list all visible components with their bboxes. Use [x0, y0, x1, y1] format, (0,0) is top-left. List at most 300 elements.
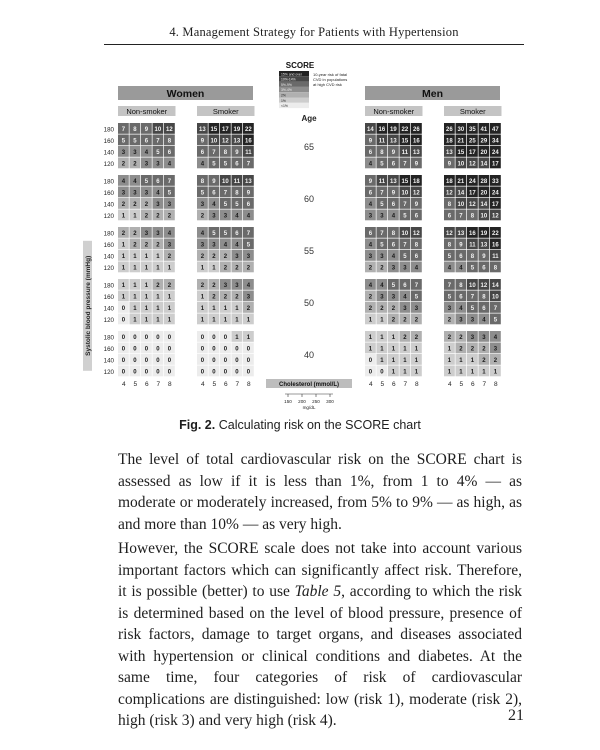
- running-head: 4. Management Strategy for Patients with Hypertension: [169, 25, 459, 39]
- risk-value: 2: [246, 306, 251, 313]
- risk-value: 2: [235, 265, 239, 272]
- risk-value: 10: [154, 127, 162, 134]
- subgroup-header: Non-smoker: [126, 107, 168, 116]
- cholesterol-tick: 5: [380, 381, 385, 388]
- risk-value: 3: [223, 283, 228, 290]
- risk-value: 2: [368, 265, 373, 272]
- mgdl-tick: 200: [298, 399, 306, 404]
- risk-value: 9: [414, 202, 419, 209]
- risk-value: 1: [223, 306, 228, 313]
- risk-value: 15: [401, 179, 409, 186]
- risk-value: 1: [235, 317, 239, 324]
- risk-value: 0: [368, 358, 373, 365]
- risk-value: 4: [368, 242, 373, 249]
- risk-value: 12: [413, 190, 420, 197]
- risk-value: 2: [156, 213, 160, 220]
- risk-value: 0: [121, 306, 126, 313]
- risk-value: 6: [403, 283, 407, 290]
- legend-level: 2%: [281, 93, 286, 98]
- legend-note: 10-year risk of fatal CVD in populations at high CVD risk: [313, 72, 348, 87]
- risk-value: 4: [459, 306, 463, 313]
- risk-value: 7: [223, 190, 228, 197]
- paragraph-2: [118, 538, 522, 732]
- cholesterol-tick: 6: [470, 381, 475, 388]
- risk-value: 8: [167, 138, 172, 145]
- risk-value: 3: [167, 242, 172, 249]
- cholesterol-tick: 8: [414, 381, 419, 388]
- risk-value: 16: [245, 138, 252, 145]
- risk-value: 3: [156, 231, 160, 238]
- risk-value: 2: [447, 335, 452, 342]
- legend-title: SCORE: [285, 61, 315, 70]
- risk-value: 16: [378, 127, 386, 134]
- risk-value: 0: [156, 369, 160, 376]
- risk-value: 24: [492, 150, 499, 157]
- figure-label: Fig. 2.: [179, 418, 216, 432]
- risk-value: 10: [401, 231, 409, 238]
- risk-value: 1: [167, 294, 172, 301]
- risk-value: 2: [403, 317, 407, 324]
- cholesterol-axis-title: Cholesterol (mmol/L): [278, 382, 340, 388]
- risk-value: 0: [223, 369, 228, 376]
- risk-value: 2: [144, 202, 149, 209]
- risk-value: 2: [459, 335, 463, 342]
- risk-value: 8: [235, 190, 239, 197]
- cholesterol-tick: 7: [156, 381, 161, 388]
- risk-value: 13: [245, 179, 252, 186]
- risk-value: 1: [380, 346, 384, 353]
- risk-value: 5: [391, 283, 396, 290]
- legend-level: 3%-4%: [281, 88, 292, 93]
- risk-value: 4: [167, 161, 172, 168]
- risk-value: 0: [144, 335, 149, 342]
- risk-value: 5: [470, 265, 475, 272]
- risk-value: 1: [121, 283, 126, 290]
- risk-value: 1: [380, 317, 384, 324]
- risk-value: 1: [156, 254, 160, 261]
- risk-value: 1: [167, 265, 172, 272]
- risk-value: 3: [121, 150, 126, 157]
- risk-value: 7: [246, 161, 251, 168]
- risk-value: 25: [469, 138, 476, 145]
- risk-value: 2: [380, 265, 384, 272]
- risk-value: 4: [447, 265, 452, 272]
- risk-value: 2: [156, 283, 160, 290]
- risk-value: 13: [390, 179, 397, 186]
- risk-value: 2: [212, 254, 216, 261]
- cholesterol-tick: 7: [235, 381, 240, 388]
- risk-value: 2: [144, 213, 149, 220]
- risk-value: 1: [167, 306, 172, 313]
- risk-value: 29: [480, 138, 488, 145]
- risk-value: 6: [235, 161, 239, 168]
- risk-value: 7: [380, 231, 384, 238]
- risk-value: 11: [378, 179, 386, 186]
- risk-value: 1: [212, 265, 216, 272]
- risk-value: 2: [447, 317, 452, 324]
- sbp-axis-title: Systolic blood pressure (mmHg): [85, 255, 92, 356]
- risk-value: 6: [235, 231, 239, 238]
- risk-value: 0: [144, 369, 149, 376]
- legend-level: 15% and over: [281, 72, 302, 77]
- risk-value: 1: [156, 306, 160, 313]
- risk-value: 3: [246, 254, 251, 261]
- risk-value: 17: [492, 202, 499, 209]
- risk-value: 3: [403, 265, 407, 272]
- risk-value: 6: [212, 190, 216, 197]
- risk-value: 1: [391, 358, 396, 365]
- risk-value: 0: [212, 369, 216, 376]
- risk-value: 0: [212, 346, 216, 353]
- risk-value: 5: [156, 150, 160, 157]
- risk-value: 0: [235, 346, 239, 353]
- risk-value: 14: [480, 202, 488, 209]
- risk-value: 2: [391, 306, 396, 313]
- risk-value: 1: [368, 346, 373, 353]
- risk-value: 24: [469, 179, 476, 186]
- risk-value: 14: [457, 190, 465, 197]
- risk-value: 12: [492, 213, 499, 220]
- risk-value: 1: [470, 358, 475, 365]
- cholesterol-tick: 4: [368, 381, 373, 388]
- risk-value: 0: [133, 358, 137, 365]
- subgroup-header: Smoker: [459, 107, 486, 116]
- risk-value: 10: [457, 161, 465, 168]
- risk-value: 11: [469, 242, 476, 249]
- risk-value: 11: [233, 179, 241, 186]
- risk-value: 4: [368, 161, 373, 168]
- paragraph-2-text-before: However, the SCORE scale does not take into account various important factors which can significantly affect risk. Therefore, it is possible (better) to use: [118, 540, 522, 600]
- risk-value: 0: [121, 317, 126, 324]
- risk-value: 3: [470, 335, 475, 342]
- risk-value: 6: [200, 150, 205, 157]
- risk-value: 8: [493, 265, 498, 272]
- risk-value: 5: [403, 254, 407, 261]
- risk-value: 13: [446, 150, 453, 157]
- sbp-level-label: 160: [103, 137, 114, 145]
- risk-value: 2: [133, 161, 137, 168]
- figure-caption-text: Calculating risk on the SCORE chart: [218, 418, 421, 432]
- risk-value: 13: [390, 138, 397, 145]
- paragraph-2-text-after: , according to which the risk is determined based on the level of blood pressure, presence of risk factors, damage to target organs, and diseases associated with hypertension or clinical conditions and diabetes. At the same time, four categories of risk of cardiovascular complications are distinguished: low (risk 1), moderate (risk 2), high (risk 3) and very high (risk 4).: [118, 583, 522, 729]
- risk-value: 8: [133, 127, 137, 134]
- risk-value: 21: [457, 179, 465, 186]
- risk-value: 5: [200, 190, 205, 197]
- risk-value: 47: [492, 127, 499, 134]
- risk-value: 4: [133, 179, 137, 186]
- page-number: 21: [508, 707, 524, 724]
- risk-value: 0: [121, 335, 126, 342]
- risk-value: 0: [212, 335, 216, 342]
- risk-value: 1: [391, 346, 396, 353]
- paragraph-1-text: The level of total cardiovascular risk on the SCORE chart is assessed as low if it is less than 1%, from 1 to 4% — as moderate or moderately increased, from 5% to 9% — as high, as and more than 10% — as very high.: [118, 451, 522, 533]
- risk-value: 15: [457, 150, 465, 157]
- risk-value: 0: [223, 358, 228, 365]
- risk-value: 0: [200, 335, 205, 342]
- risk-value: 3: [223, 213, 228, 220]
- legend-level: 5%-9%: [281, 82, 292, 87]
- risk-value: 0: [121, 369, 126, 376]
- risk-value: 5: [121, 138, 126, 145]
- risk-value: 3: [156, 161, 160, 168]
- risk-value: 12: [469, 202, 476, 209]
- women-header: Women: [166, 88, 205, 100]
- risk-value: 0: [133, 369, 137, 376]
- cholesterol-tick: 7: [482, 381, 487, 388]
- risk-value: 16: [469, 231, 476, 238]
- risk-value: 4: [391, 213, 396, 220]
- sbp-level-label: 160: [103, 241, 114, 249]
- risk-value: 8: [200, 179, 205, 186]
- sbp-level-label: 160: [103, 345, 114, 353]
- age-label: 55: [303, 246, 315, 256]
- risk-value: 19: [390, 127, 397, 134]
- risk-value: 1: [121, 265, 126, 272]
- sbp-level-label: 120: [103, 368, 114, 376]
- risk-value: 7: [447, 283, 452, 290]
- risk-value: 2: [212, 283, 216, 290]
- legend-note-box: [313, 72, 349, 108]
- risk-value: 4: [391, 254, 396, 261]
- paragraph-1: [118, 449, 522, 535]
- risk-value: 1: [459, 369, 463, 376]
- risk-value: 2: [391, 317, 396, 324]
- risk-value: 2: [167, 283, 172, 290]
- risk-value: 1: [459, 358, 463, 365]
- risk-value: 0: [121, 358, 126, 365]
- subgroup-header: Smoker: [212, 107, 239, 116]
- risk-value: 0: [246, 358, 251, 365]
- risk-value: 6: [459, 254, 463, 261]
- risk-value: 3: [144, 190, 149, 197]
- risk-value: 30: [457, 127, 465, 134]
- risk-value: 5: [414, 294, 419, 301]
- risk-value: 8: [447, 242, 452, 249]
- risk-value: 0: [167, 369, 172, 376]
- risk-value: 11: [401, 150, 409, 157]
- risk-value: 1: [156, 265, 160, 272]
- risk-value: 3: [459, 317, 463, 324]
- risk-value: 0: [235, 358, 239, 365]
- risk-value: 2: [200, 254, 205, 261]
- risk-value: 0: [167, 358, 172, 365]
- risk-value: 1: [447, 358, 452, 365]
- risk-value: 1: [144, 265, 149, 272]
- risk-value: 3: [482, 335, 486, 342]
- risk-value: 1: [403, 358, 407, 365]
- risk-value: 9: [414, 161, 419, 168]
- risk-value: 3: [235, 254, 239, 261]
- cholesterol-tick: 6: [144, 381, 149, 388]
- risk-value: 4: [235, 242, 239, 249]
- risk-value: 9: [200, 138, 205, 145]
- age-label: 50: [303, 298, 315, 308]
- risk-value: 0: [156, 346, 160, 353]
- risk-value: 13: [199, 127, 206, 134]
- risk-value: 0: [200, 346, 205, 353]
- risk-value: 10: [401, 190, 409, 197]
- risk-value: 1: [414, 346, 419, 353]
- risk-value: 4: [156, 190, 160, 197]
- risk-value: 22: [401, 127, 409, 134]
- risk-value: 3: [200, 242, 205, 249]
- cholesterol-tick: 8: [246, 381, 251, 388]
- risk-value: 1: [144, 254, 149, 261]
- mgdl-tick: 300: [326, 399, 334, 404]
- risk-value: 14: [492, 283, 499, 290]
- risk-value: 0: [246, 346, 251, 353]
- risk-value: 10: [480, 213, 488, 220]
- risk-value: 3: [391, 294, 396, 301]
- sbp-level-label: 160: [103, 293, 114, 301]
- risk-value: 6: [414, 254, 419, 261]
- cholesterol-tick: 5: [212, 381, 217, 388]
- sbp-level-label: 140: [103, 305, 114, 313]
- risk-value: 4: [200, 161, 205, 168]
- risk-value: 0: [368, 369, 373, 376]
- risk-value: 0: [121, 346, 126, 353]
- risk-value: 7: [156, 138, 160, 145]
- risk-value: 4: [212, 202, 216, 209]
- risk-value: 2: [414, 335, 419, 342]
- risk-value: 7: [414, 283, 419, 290]
- risk-value: 1: [133, 213, 137, 220]
- risk-value: 22: [492, 231, 499, 238]
- sbp-level-label: 120: [103, 212, 114, 220]
- risk-value: 2: [223, 265, 228, 272]
- risk-value: 7: [246, 231, 251, 238]
- risk-value: 5: [447, 294, 452, 301]
- risk-value: 6: [459, 294, 463, 301]
- risk-value: 1: [200, 294, 205, 301]
- risk-value: 1: [121, 254, 126, 261]
- risk-value: 20: [480, 190, 488, 197]
- cholesterol-tick: 4: [121, 381, 126, 388]
- risk-value: 1: [470, 369, 475, 376]
- risk-value: 2: [121, 231, 126, 238]
- risk-value: 3: [380, 294, 384, 301]
- risk-value: 3: [447, 306, 452, 313]
- risk-value: 0: [200, 369, 205, 376]
- mgdl-tick: 250: [312, 399, 320, 404]
- sbp-level-label: 120: [103, 316, 114, 324]
- risk-value: 8: [414, 242, 419, 249]
- risk-value: 19: [480, 231, 488, 238]
- risk-value: 20: [480, 150, 488, 157]
- risk-value: 0: [223, 346, 228, 353]
- risk-value: 1: [235, 306, 239, 313]
- risk-value: 5: [223, 231, 228, 238]
- sbp-level-label: 180: [103, 178, 114, 186]
- risk-value: 1: [391, 369, 396, 376]
- risk-value: 5: [380, 161, 384, 168]
- risk-value: 1: [133, 265, 137, 272]
- risk-value: 3: [167, 202, 172, 209]
- risk-value: 5: [223, 161, 228, 168]
- risk-value: 12: [413, 231, 420, 238]
- risk-value: 1: [121, 213, 126, 220]
- risk-value: 1: [447, 369, 452, 376]
- risk-value: 5: [380, 242, 384, 249]
- risk-value: 1: [368, 335, 373, 342]
- risk-value: 0: [246, 369, 251, 376]
- risk-value: 33: [492, 179, 499, 186]
- risk-value: 8: [391, 231, 396, 238]
- risk-value: 0: [133, 335, 137, 342]
- risk-value: 13: [480, 242, 488, 249]
- risk-value: 8: [447, 202, 452, 209]
- risk-value: 6: [482, 265, 486, 272]
- risk-value: 26: [446, 127, 453, 134]
- risk-value: 1: [447, 346, 452, 353]
- sbp-level-label: 140: [103, 201, 114, 209]
- mgdl-unit: mg/dL: [302, 405, 316, 410]
- risk-value: 2: [200, 213, 205, 220]
- risk-value: 1: [414, 369, 419, 376]
- risk-value: 10: [457, 202, 465, 209]
- legend-level: 10%-14%: [281, 77, 296, 82]
- risk-value: 1: [144, 283, 149, 290]
- men-header: Men: [422, 88, 443, 100]
- risk-value: 1: [121, 294, 126, 301]
- risk-value: 1: [156, 317, 160, 324]
- risk-value: 2: [414, 317, 419, 324]
- risk-value: 1: [235, 335, 239, 342]
- risk-value: 11: [492, 254, 499, 261]
- sbp-level-label: 140: [103, 253, 114, 261]
- table-reference: Table 5: [294, 583, 342, 600]
- risk-value: 9: [144, 127, 149, 134]
- risk-value: 12: [222, 138, 229, 145]
- risk-value: 3: [391, 265, 396, 272]
- risk-value: 3: [493, 346, 498, 353]
- risk-value: 16: [492, 242, 499, 249]
- risk-value: 4: [200, 231, 205, 238]
- risk-value: 19: [233, 127, 241, 134]
- risk-value: 8: [380, 150, 384, 157]
- risk-value: 8: [482, 294, 486, 301]
- risk-value: 0: [133, 346, 137, 353]
- risk-value: 3: [156, 202, 160, 209]
- risk-value: 3: [246, 294, 251, 301]
- risk-value: 17: [469, 150, 476, 157]
- sbp-level-label: 140: [103, 149, 114, 157]
- risk-value: 1: [380, 335, 384, 342]
- risk-value: 9: [368, 138, 373, 145]
- cholesterol-tick: 4: [200, 381, 205, 388]
- risk-value: 2: [470, 346, 475, 353]
- age-label: 65: [303, 142, 315, 152]
- age-label: 60: [303, 194, 315, 204]
- risk-value: 8: [459, 283, 463, 290]
- risk-value: 17: [492, 161, 499, 168]
- risk-value: 0: [212, 358, 216, 365]
- risk-value: 2: [223, 294, 228, 301]
- risk-value: 2: [167, 254, 172, 261]
- risk-value: 6: [391, 242, 396, 249]
- risk-value: 6: [167, 150, 172, 157]
- risk-value: 2: [200, 283, 205, 290]
- risk-value: 2: [235, 294, 239, 301]
- risk-value: 4: [459, 265, 463, 272]
- risk-value: 9: [391, 150, 396, 157]
- risk-value: 1: [144, 294, 149, 301]
- risk-value: 5: [167, 190, 172, 197]
- risk-value: 0: [144, 358, 149, 365]
- risk-value: 4: [493, 335, 498, 342]
- risk-value: 1: [200, 265, 205, 272]
- risk-value: 10: [469, 283, 476, 290]
